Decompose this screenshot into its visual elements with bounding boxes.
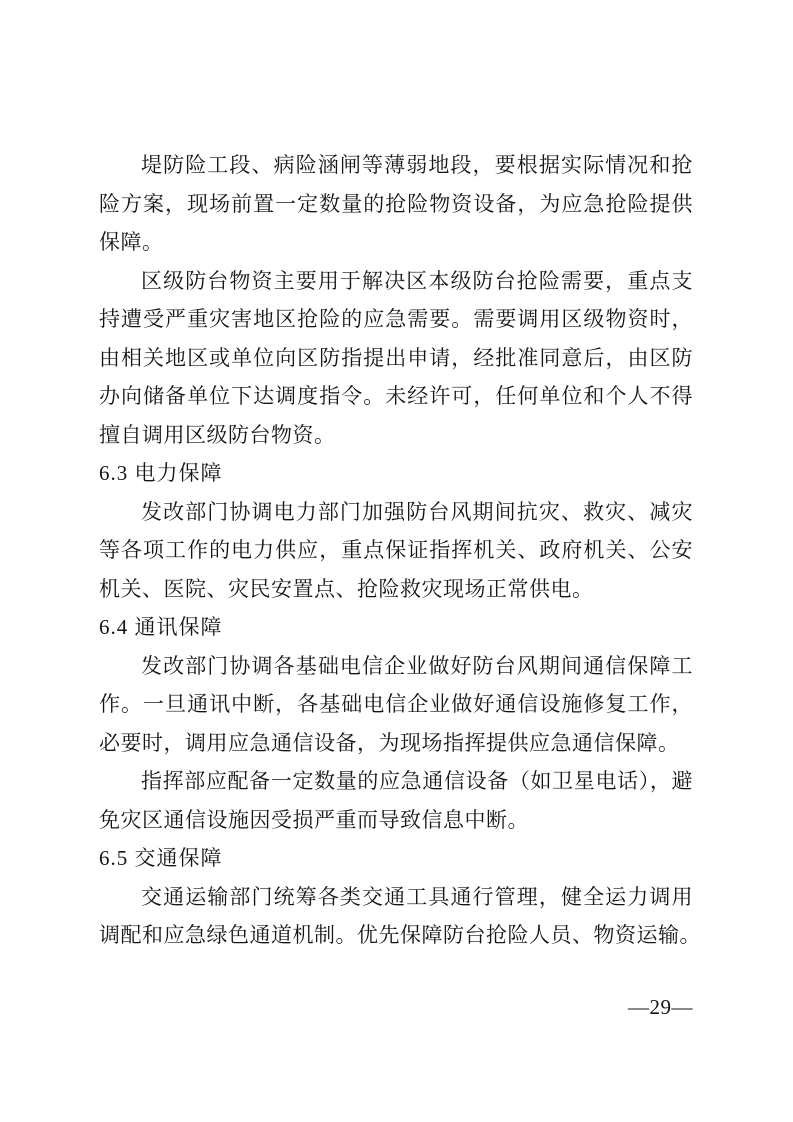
- text-line: 发改部门协调电力部门加强防台风期间抗灾、救灾、减灾: [141, 499, 693, 524]
- paragraph: [99, 762, 693, 839]
- text-line: 持遭受严重灾害地区抢险的应急需要。需要调用区级物资时，: [99, 307, 693, 331]
- text-line: 区级防台物资主要用于解决区本级防台抢险需要，重点支: [141, 268, 693, 293]
- section-heading: 6.3 电力保障: [99, 461, 223, 485]
- text-line: 由相关地区或单位向区防指提出申请，经批准同意后，由区防: [99, 345, 693, 370]
- text-line: 机关、医院、灾民安置点、抢险救灾现场正常供电。: [99, 576, 594, 601]
- text-line: 交通运输部门统筹各类交通工具通行管理，健全运力调用: [141, 884, 693, 909]
- paragraph: [99, 262, 693, 455]
- text-line: 作。一旦通讯中断，各基础电信企业做好通信设施修复工作，: [99, 692, 693, 716]
- text-line: 必要时，调用应急通信设备，为现场指挥提供应急通信保障。: [99, 730, 680, 755]
- text-line: 指挥部应配备一定数量的应急通信设备（如卫星电话），避: [141, 769, 693, 793]
- page-number: —29—: [628, 995, 693, 1019]
- body-text: [99, 146, 701, 955]
- paragraph: [99, 146, 693, 262]
- text-line: 保障。: [99, 230, 164, 254]
- text-line: 堤防险工段、病险涵闸等薄弱地段，要根据实际情况和抢: [141, 153, 693, 177]
- text-line: 等各项工作的电力供应，重点保证指挥机关、政府机关、公安: [99, 538, 693, 562]
- paragraph: [99, 647, 693, 763]
- text-line: 险方案，现场前置一定数量的抢险物资设备，为应急抢险提供: [99, 191, 693, 216]
- text-line: 免灾区通信设施因受损严重而导致信息中断。: [99, 807, 529, 832]
- paragraph: [99, 878, 701, 955]
- paragraph: [99, 493, 693, 609]
- text-line: 擅自调用区级防台物资。: [99, 422, 336, 447]
- section-heading: 6.5 交通保障: [99, 846, 223, 870]
- text-line: 调配和应急绿色通道机制。优先保障防台抢险人员、物资运输。: [99, 923, 701, 947]
- text-line: 办向储备单位下达调度指令。未经许可，任何单位和个人不得: [99, 384, 693, 408]
- section-heading: 6.4 通讯保障: [99, 615, 223, 639]
- text-line: 发改部门协调各基础电信企业做好防台风期间通信保障工: [141, 653, 693, 678]
